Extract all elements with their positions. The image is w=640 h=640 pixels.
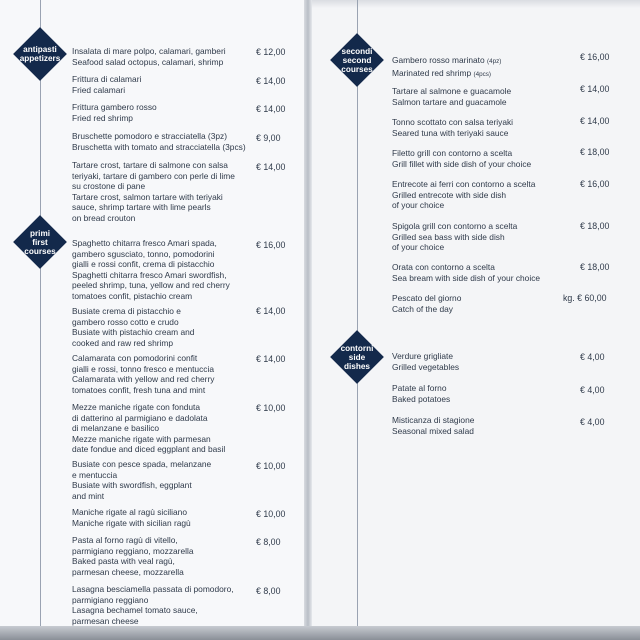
- menu-item: Frittura di calamari Fried calamari: [72, 74, 142, 95]
- menu-item: Lasagna besciamella passata di pomodoro, parmigiano reggiano Lasagna bechamel tomato sauce, parmesan cheese: [72, 584, 234, 626]
- item-name: Gambero rosso marinato: [392, 55, 485, 65]
- menu-item: Maniche rigate al ragù siciliano Maniche rigate with sicilian ragù: [72, 507, 191, 528]
- section-badge-antipasti: [13, 27, 67, 81]
- item-price: € 18,00: [580, 221, 610, 231]
- item-price: € 8,00: [256, 586, 281, 596]
- menu-item: Tonno scottato con salsa teriyaki Seared tuna with teriyaki sauce: [392, 117, 514, 138]
- menu-item: Frittura gambero rosso Fried red shrimp: [72, 102, 157, 123]
- menu-item: Verdure grigliate Grilled vegetables: [392, 351, 460, 372]
- badge-line: primi: [29, 228, 51, 238]
- badge-line: secondi: [341, 46, 373, 56]
- menu-item: Misticanza di stagione Seasonal mixed salad: [392, 415, 475, 436]
- page-gutter: [304, 0, 312, 640]
- item-price: € 14,00: [580, 84, 610, 94]
- menu-item: Pasta al forno ragù di vitello, parmigiano reggiano, mozzarella Baked pasta with veal ragù, parmesan cheese, mozzarella: [72, 535, 194, 577]
- item-price: € 4,00: [580, 352, 605, 362]
- item-price: € 14,00: [256, 162, 286, 172]
- badge-line: side: [348, 352, 366, 362]
- item-price: € 14,00: [256, 354, 286, 364]
- item-price: € 14,00: [256, 306, 286, 316]
- item-price: € 10,00: [256, 403, 286, 413]
- right-divider-line: [357, 0, 358, 640]
- badge-line: second: [342, 55, 372, 65]
- section-badge-primi: [13, 215, 67, 269]
- item-name-en: Marinated red shrimp: [392, 67, 472, 78]
- badge-line: courses: [24, 246, 56, 256]
- menu-item: Tartare crost, tartare di salmone con salsa teriyaki, tartare di gambero con perle di lime su crostone di pane Tartare crost, salmon tartare with teriyaki sauce, shrimp tartare with lime pearls on bread crouton: [72, 160, 235, 223]
- item-quantity-en: (4pcs): [473, 70, 491, 78]
- item-price: € 4,00: [580, 417, 605, 427]
- badge-line: contorni: [340, 343, 374, 353]
- item-price: € 9,00: [256, 133, 281, 143]
- item-price: € 8,00: [256, 537, 281, 547]
- menu-item: Entrecote ai ferri con contorno a scelta Grilled entrecote with side dish of your choice: [392, 179, 536, 210]
- menu-item: Spaghetto chitarra fresco Amari spada, gambero sgusciato, tonno, pomodorini gialli e rossi confit, crema di pistacchio Spaghetti chitarra fresco Amari swordfish, peeled shrimp, tuna, yellow and red cherry tomatoes confit, pistachio cream: [72, 238, 230, 301]
- menu-item: Tartare al salmone e guacamole Salmon tartare and guacamole: [392, 86, 512, 107]
- menu-item: Filetto grill con contorno a scelta Grill fillet with side dish of your choice: [392, 148, 532, 169]
- badge-line: dishes: [344, 361, 370, 371]
- badge-line: appetizers: [19, 54, 61, 63]
- left-divider-line: [40, 0, 41, 640]
- menu-item: Pescato del giorno Catch of the day: [392, 293, 462, 314]
- section-badge-contorni: [330, 330, 384, 384]
- table-edge: [0, 626, 640, 640]
- menu-item: Calamarata con pomodorini confit gialli e rossi, tonno fresco e mentuccia Calamarata with yellow and red cherry tomatoes confit, fresh tuna and mint: [72, 353, 215, 395]
- item-price: € 10,00: [256, 509, 286, 519]
- badge-line: first: [32, 237, 48, 247]
- menu-item: Bruschette pomodoro e stracciatella (3pz) Bruschetta with tomato and stracciatella (3pcs): [72, 131, 246, 152]
- item-price: kg. € 60,00: [563, 293, 607, 303]
- section-badge-secondi: [330, 33, 384, 87]
- item-price: € 14,00: [580, 116, 610, 126]
- item-price: € 16,00: [256, 240, 286, 250]
- menu-item: Patate al forno Baked potatoes: [392, 383, 451, 404]
- item-price: € 18,00: [580, 147, 610, 157]
- menu-item: Orata con contorno a scelta Sea bream with side dish of your choice: [392, 262, 541, 283]
- item-price: € 4,00: [580, 385, 605, 395]
- item-price: € 10,00: [256, 461, 286, 471]
- item-price: € 14,00: [256, 76, 286, 86]
- menu-item: Spigola grill con contorno a scelta Grilled sea bass with side dish of your choice: [392, 221, 518, 252]
- menu-item: Insalata di mare polpo, calamari, gamberi Seafood salad octopus, calamari, shrimp: [72, 46, 226, 67]
- menu-item: Busiate con pesce spada, melanzane e mentuccia Busiate with swordfish, eggplant and mint: [72, 459, 212, 501]
- badge-line: courses: [341, 64, 373, 74]
- menu-item: Mezze maniche rigate con fonduta di datterino al parmigiano e dadolata di melanzane e basilico Mezze maniche rigate with parmesan date fondue and diced eggplant and basil: [72, 402, 226, 454]
- item-price: € 16,00: [580, 179, 610, 189]
- badge-line: antipasti: [23, 45, 57, 54]
- menu-item: [392, 55, 501, 80]
- item-price: € 16,00: [580, 52, 610, 62]
- item-price: € 18,00: [580, 262, 610, 272]
- item-quantity: (4pz): [486, 58, 502, 65]
- item-price: € 12,00: [256, 47, 286, 57]
- page-shadow: [312, 0, 640, 8]
- menu-item: Busiate crema di pistacchio e gambero rosso cotto e crudo Busiate with pistachio cream and cooked and raw red shrimp: [72, 306, 195, 348]
- item-price: € 14,00: [256, 104, 286, 114]
